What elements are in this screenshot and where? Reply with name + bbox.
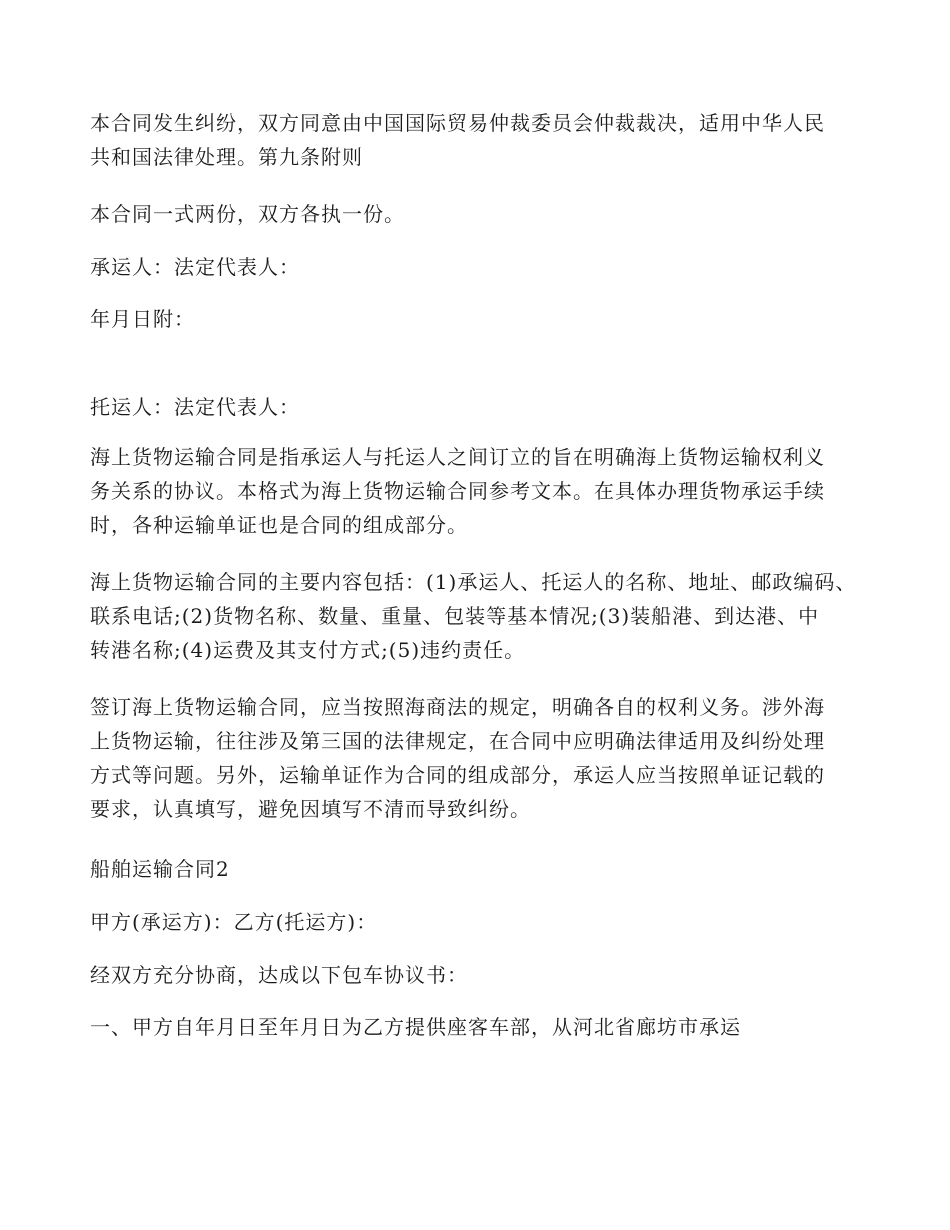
paragraph-parties xyxy=(90,905,860,939)
text-line: 共和国法律处理。第九条附则 xyxy=(90,145,363,169)
paragraph-arbitration xyxy=(90,106,860,174)
text-line: 本合同发生纠纷，双方同意由中国国际贸易仲裁委员会仲裁裁决，适用中华人民 xyxy=(90,111,825,135)
text-line: 海上货物运输合同的主要内容包括：(1)承运人、托运人的名称、地址、邮政编码、 xyxy=(90,570,857,594)
paragraph-shipper-signature xyxy=(90,390,860,424)
paragraph-carrier-signature xyxy=(90,250,860,284)
text-line: 签订海上货物运输合同，应当按照海商法的规定，明确各自的权利义务。涉外海 xyxy=(90,695,825,719)
text-line: 承运人：法定代表人： xyxy=(90,255,300,279)
text-line: 船舶运输合同2 xyxy=(90,857,230,881)
text-line: 上货物运输，往往涉及第三国的法律规定，在合同中应明确法律适用及纠纷处理 xyxy=(90,729,825,753)
paragraph-main-content xyxy=(90,565,860,667)
paragraph-clause-one xyxy=(90,1010,860,1044)
paragraph-date-annex xyxy=(90,302,860,336)
section-heading xyxy=(90,852,860,886)
text-line: 海上货物运输合同是指承运人与托运人之间订立的旨在明确海上货物运输权利义 xyxy=(90,445,825,469)
text-line: 务关系的协议。本格式为海上货物运输合同参考文本。在具体办理货物承运手续 xyxy=(90,479,825,503)
text-line: 本合同一式两份，双方各执一份。 xyxy=(90,202,405,226)
text-line: 一、甲方自年月日至年月日为乙方提供座客车部，从河北省廊坊市承运 xyxy=(90,1015,741,1039)
text-line: 托运人：法定代表人： xyxy=(90,395,300,419)
text-line: 要求，认真填写，避免因填写不清而导致纠纷。 xyxy=(90,797,531,821)
paragraph-definition xyxy=(90,440,860,542)
text-line: 转港名称;(4)运费及其支付方式;(5)违约责任。 xyxy=(90,638,526,662)
text-line: 方式等问题。另外，运输单证作为合同的组成部分，承运人应当按照单证记载的 xyxy=(90,763,825,787)
paragraph-signing-notes xyxy=(90,690,860,826)
text-line: 经双方充分协商，达成以下包车协议书： xyxy=(90,963,468,987)
paragraph-copies xyxy=(90,197,860,231)
text-line: 联系电话;(2)货物名称、数量、重量、包装等基本情况;(3)装船港、到达港、中 xyxy=(90,604,820,628)
text-line: 甲方(承运方)：乙方(托运方)： xyxy=(90,910,378,934)
text-line: 时，各种运输单证也是合同的组成部分。 xyxy=(90,513,468,537)
paragraph-agreement-intro xyxy=(90,958,860,992)
text-line: 年月日附： xyxy=(90,307,195,331)
